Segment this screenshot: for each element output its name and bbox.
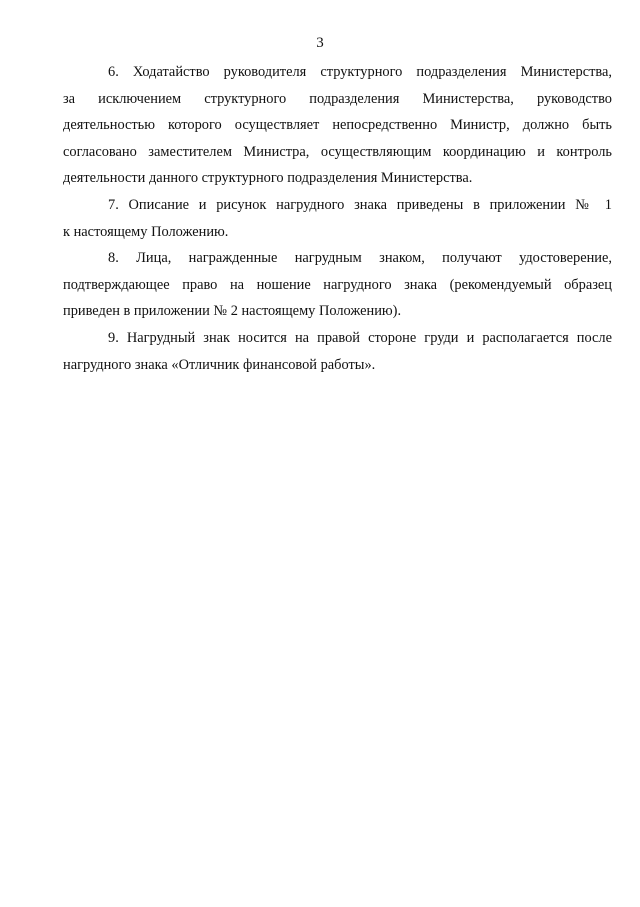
paragraph-line: деятельности данного структурного подразделения Министерства. [63,170,473,187]
paragraph-line: согласовано заместителем Министра, осуществляющим координацию и контроль [63,143,612,160]
paragraph-line: 7. Описание и рисунок нагрудного знака приведены в приложении № 1 [108,196,612,213]
paragraph-line: 8. Лица, награжденные нагрудным знаком, получают удостоверение, [108,250,612,267]
paragraph-line: приведен в приложении № 2 настоящему Положению). [63,303,402,320]
paragraph-line: деятельностью которого осуществляет непосредственно Министр, должно быть [63,117,612,134]
paragraph-line: за исключением структурного подразделения Министерства, руководство [63,90,612,107]
paragraph-6 [63,59,612,192]
paragraph-line: нагрудного знака «Отличник финансовой работы». [63,356,376,373]
paragraph-line: 6. Ходатайство руководителя структурного подразделения Министерства, [108,64,612,80]
paragraph-line: подтверждающее право на ношение нагрудного знака (рекомендуемый образец [63,276,612,293]
paragraph-line: 9. Нагрудный знак носится на правой стороне груди и располагается после [108,329,612,346]
paragraph-9 [63,325,612,378]
paragraph-line: к настоящему Положению. [63,223,229,240]
page-number: 3 [316,35,324,51]
paragraph-8 [63,245,612,325]
document-body [63,59,612,378]
paragraph-7 [63,192,612,245]
